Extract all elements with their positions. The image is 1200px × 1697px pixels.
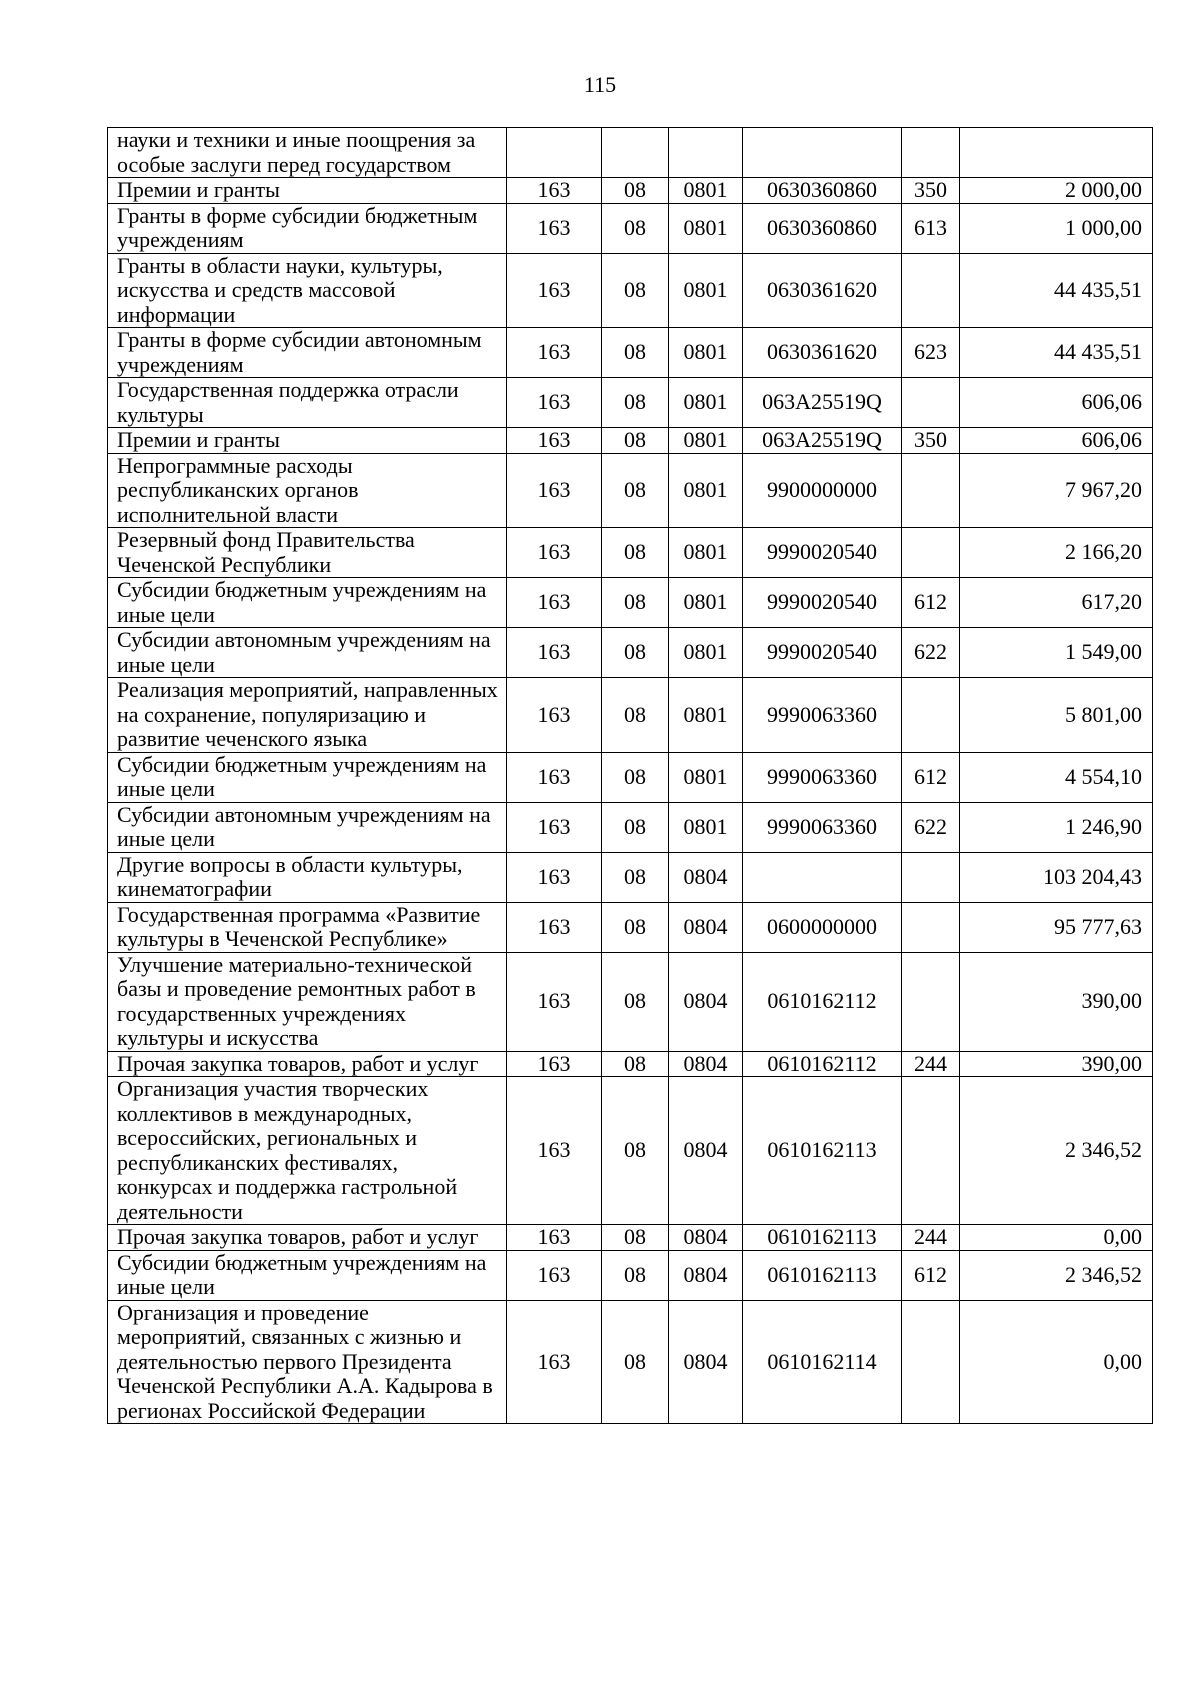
expense-type-code-cell (902, 253, 960, 328)
table-row (108, 678, 1153, 753)
subsection-code-cell: 0801 (669, 628, 743, 678)
section-code-cell: 08 (602, 578, 669, 628)
table-row (108, 453, 1153, 528)
table-row (108, 802, 1153, 852)
ministry-code-cell: 163 (507, 528, 602, 578)
subsection-code-cell: 0801 (669, 802, 743, 852)
ministry-code-cell: 163 (507, 378, 602, 428)
expense-type-code-cell (902, 128, 960, 178)
expense-type-code-cell (902, 852, 960, 902)
table-row (108, 1225, 1153, 1251)
table-row (108, 178, 1153, 204)
table-row (108, 1300, 1153, 1424)
amount-cell: 7 967,20 (960, 453, 1153, 528)
amount-cell (960, 128, 1153, 178)
expense-type-code-cell (902, 1077, 960, 1225)
amount-cell: 2 346,52 (960, 1077, 1153, 1225)
subsection-code-cell: 0801 (669, 253, 743, 328)
target-article-code-cell: 063A25519Q (743, 378, 902, 428)
expense-name-cell: Прочая закупка товаров, работ и услуг (108, 1051, 507, 1077)
section-code-cell: 08 (602, 528, 669, 578)
ministry-code-cell: 163 (507, 628, 602, 678)
subsection-code-cell: 0801 (669, 528, 743, 578)
subsection-code-cell: 0804 (669, 852, 743, 902)
subsection-code-cell: 0804 (669, 1225, 743, 1251)
expense-name-cell: Субсидии автономным учреждениям на иные цели (108, 802, 507, 852)
amount-cell: 44 435,51 (960, 328, 1153, 378)
ministry-code-cell: 163 (507, 1225, 602, 1251)
expense-name-cell: Резервный фонд Правительства Чеченской Республики (108, 528, 507, 578)
expense-name-cell: науки и техники и иные поощрения за особые заслуги перед государством (108, 128, 507, 178)
ministry-code-cell (507, 128, 602, 178)
subsection-code-cell: 0804 (669, 1300, 743, 1424)
section-code-cell: 08 (602, 378, 669, 428)
target-article-code-cell: 9900000000 (743, 453, 902, 528)
ministry-code-cell: 163 (507, 802, 602, 852)
expense-name-cell: Гранты в форме субсидии бюджетным учреждениям (108, 203, 507, 253)
expense-name-cell: Прочая закупка товаров, работ и услуг (108, 1225, 507, 1251)
section-code-cell: 08 (602, 178, 669, 204)
page-number: 115 (583, 72, 617, 97)
expense-type-code-cell (902, 453, 960, 528)
expense-type-code-cell: 613 (902, 203, 960, 253)
ministry-code-cell: 163 (507, 1077, 602, 1225)
table-row (108, 253, 1153, 328)
amount-cell: 0,00 (960, 1225, 1153, 1251)
subsection-code-cell: 0804 (669, 1077, 743, 1225)
ministry-code-cell: 163 (507, 428, 602, 454)
expense-name-cell: Субсидии бюджетным учреждениям на иные цели (108, 578, 507, 628)
target-article-code-cell: 0600000000 (743, 902, 902, 952)
expense-name-cell: Гранты в области науки, культуры, искусства и средств массовой информации (108, 253, 507, 328)
expense-type-code-cell: 350 (902, 178, 960, 204)
subsection-code-cell: 0801 (669, 678, 743, 753)
amount-cell: 606,06 (960, 378, 1153, 428)
amount-cell: 1 549,00 (960, 628, 1153, 678)
amount-cell: 44 435,51 (960, 253, 1153, 328)
ministry-code-cell: 163 (507, 1051, 602, 1077)
target-article-code-cell: 0610162114 (743, 1300, 902, 1424)
ministry-code-cell: 163 (507, 902, 602, 952)
target-article-code-cell: 0610162112 (743, 1051, 902, 1077)
subsection-code-cell: 0801 (669, 578, 743, 628)
section-code-cell: 08 (602, 1225, 669, 1251)
expense-type-code-cell (902, 678, 960, 753)
expense-type-code-cell (902, 902, 960, 952)
section-code-cell: 08 (602, 952, 669, 1051)
expense-name-cell: Премии и гранты (108, 178, 507, 204)
ministry-code-cell: 163 (507, 328, 602, 378)
expense-type-code-cell: 622 (902, 628, 960, 678)
budget-table-body (108, 128, 1153, 1424)
ministry-code-cell: 163 (507, 178, 602, 204)
ministry-code-cell: 163 (507, 852, 602, 902)
expense-name-cell: Непрограммные расходы республиканских органов исполнительной власти (108, 453, 507, 528)
expense-name-cell: Другие вопросы в области культуры, кинематографии (108, 852, 507, 902)
expense-type-code-cell: 612 (902, 578, 960, 628)
target-article-code-cell: 9990063360 (743, 752, 902, 802)
section-code-cell: 08 (602, 678, 669, 753)
expense-type-code-cell: 612 (902, 752, 960, 802)
table-row (108, 578, 1153, 628)
subsection-code-cell: 0804 (669, 952, 743, 1051)
amount-cell: 1 000,00 (960, 203, 1153, 253)
table-row (108, 128, 1153, 178)
expense-name-cell: Реализация мероприятий, направленных на сохранение, популяризацию и развитие чеченского языка (108, 678, 507, 753)
amount-cell: 5 801,00 (960, 678, 1153, 753)
target-article-code-cell: 0610162113 (743, 1250, 902, 1300)
target-article-code-cell: 9990063360 (743, 802, 902, 852)
ministry-code-cell: 163 (507, 578, 602, 628)
section-code-cell: 08 (602, 902, 669, 952)
section-code-cell: 08 (602, 428, 669, 454)
amount-cell: 1 246,90 (960, 802, 1153, 852)
target-article-code-cell: 0630360860 (743, 203, 902, 253)
amount-cell: 0,00 (960, 1300, 1153, 1424)
amount-cell: 2 346,52 (960, 1250, 1153, 1300)
section-code-cell: 08 (602, 253, 669, 328)
subsection-code-cell: 0804 (669, 1250, 743, 1300)
expense-name-cell: Государственная программа «Развитие культуры в Чеченской Республике» (108, 902, 507, 952)
table-row (108, 1077, 1153, 1225)
subsection-code-cell: 0801 (669, 752, 743, 802)
amount-cell: 103 204,43 (960, 852, 1153, 902)
expense-type-code-cell (902, 528, 960, 578)
ministry-code-cell: 163 (507, 952, 602, 1051)
expense-name-cell: Субсидии бюджетным учреждениям на иные цели (108, 752, 507, 802)
section-code-cell: 08 (602, 628, 669, 678)
target-article-code-cell: 0630361620 (743, 253, 902, 328)
expense-type-code-cell: 350 (902, 428, 960, 454)
amount-cell: 606,06 (960, 428, 1153, 454)
expense-type-code-cell (902, 952, 960, 1051)
subsection-code-cell: 0801 (669, 328, 743, 378)
table-row (108, 378, 1153, 428)
section-code-cell: 08 (602, 752, 669, 802)
subsection-code-cell: 0801 (669, 178, 743, 204)
section-code-cell: 08 (602, 852, 669, 902)
expense-name-cell: Субсидии автономным учреждениям на иные цели (108, 628, 507, 678)
target-article-code-cell: 0610162112 (743, 952, 902, 1051)
section-code-cell: 08 (602, 1077, 669, 1225)
amount-cell: 390,00 (960, 1051, 1153, 1077)
expense-type-code-cell: 244 (902, 1051, 960, 1077)
target-article-code-cell: 0610162113 (743, 1077, 902, 1225)
expense-name-cell: Организация участия творческих коллективов в международных, всероссийских, региональных и республиканских фестивалях, конкурсах и поддержка гастрольной деятельности (108, 1077, 507, 1225)
table-row (108, 852, 1153, 902)
expense-name-cell: Государственная поддержка отрасли культуры (108, 378, 507, 428)
table-row (108, 328, 1153, 378)
expense-type-code-cell (902, 1300, 960, 1424)
table-row (108, 902, 1153, 952)
expense-type-code-cell: 612 (902, 1250, 960, 1300)
subsection-code-cell: 0801 (669, 453, 743, 528)
table-row (108, 752, 1153, 802)
target-article-code-cell: 9990020540 (743, 628, 902, 678)
expense-name-cell: Улучшение материально-технической базы и проведение ремонтных работ в государственных учреждениях культуры и искусства (108, 952, 507, 1051)
target-article-code-cell: 9990020540 (743, 578, 902, 628)
ministry-code-cell: 163 (507, 1300, 602, 1424)
expense-type-code-cell (902, 378, 960, 428)
subsection-code-cell: 0804 (669, 1051, 743, 1077)
section-code-cell: 08 (602, 1250, 669, 1300)
amount-cell: 2 166,20 (960, 528, 1153, 578)
table-row (108, 428, 1153, 454)
section-code-cell: 08 (602, 203, 669, 253)
target-article-code-cell: 9990063360 (743, 678, 902, 753)
target-article-code-cell: 0610162113 (743, 1225, 902, 1251)
table-row (108, 203, 1153, 253)
section-code-cell: 08 (602, 802, 669, 852)
table-row (108, 528, 1153, 578)
expense-name-cell: Организация и проведение мероприятий, связанных с жизнью и деятельностью первого Президента Чеченской Республики А.А. Кадырова в регионах Российской Федерации (108, 1300, 507, 1424)
target-article-code-cell: 9990020540 (743, 528, 902, 578)
amount-cell: 390,00 (960, 952, 1153, 1051)
target-article-code-cell (743, 128, 902, 178)
table-row (108, 1051, 1153, 1077)
expense-name-cell: Гранты в форме субсидии автономным учреждениям (108, 328, 507, 378)
table-row (108, 628, 1153, 678)
section-code-cell: 08 (602, 1300, 669, 1424)
subsection-code-cell: 0801 (669, 378, 743, 428)
budget-table (107, 127, 1153, 1424)
section-code-cell (602, 128, 669, 178)
table-row (108, 952, 1153, 1051)
amount-cell: 95 777,63 (960, 902, 1153, 952)
ministry-code-cell: 163 (507, 678, 602, 753)
target-article-code-cell (743, 852, 902, 902)
target-article-code-cell: 0630360860 (743, 178, 902, 204)
amount-cell: 2 000,00 (960, 178, 1153, 204)
section-code-cell: 08 (602, 328, 669, 378)
table-row (108, 1250, 1153, 1300)
ministry-code-cell: 163 (507, 253, 602, 328)
subsection-code-cell: 0801 (669, 428, 743, 454)
expense-type-code-cell: 623 (902, 328, 960, 378)
subsection-code-cell: 0804 (669, 902, 743, 952)
ministry-code-cell: 163 (507, 203, 602, 253)
expense-type-code-cell: 622 (902, 802, 960, 852)
ministry-code-cell: 163 (507, 1250, 602, 1300)
ministry-code-cell: 163 (507, 453, 602, 528)
subsection-code-cell (669, 128, 743, 178)
target-article-code-cell: 0630361620 (743, 328, 902, 378)
section-code-cell: 08 (602, 453, 669, 528)
amount-cell: 617,20 (960, 578, 1153, 628)
section-code-cell: 08 (602, 1051, 669, 1077)
expense-type-code-cell: 244 (902, 1225, 960, 1251)
expense-name-cell: Премии и гранты (108, 428, 507, 454)
expense-name-cell: Субсидии бюджетным учреждениям на иные цели (108, 1250, 507, 1300)
target-article-code-cell: 063A25519Q (743, 428, 902, 454)
ministry-code-cell: 163 (507, 752, 602, 802)
subsection-code-cell: 0801 (669, 203, 743, 253)
amount-cell: 4 554,10 (960, 752, 1153, 802)
